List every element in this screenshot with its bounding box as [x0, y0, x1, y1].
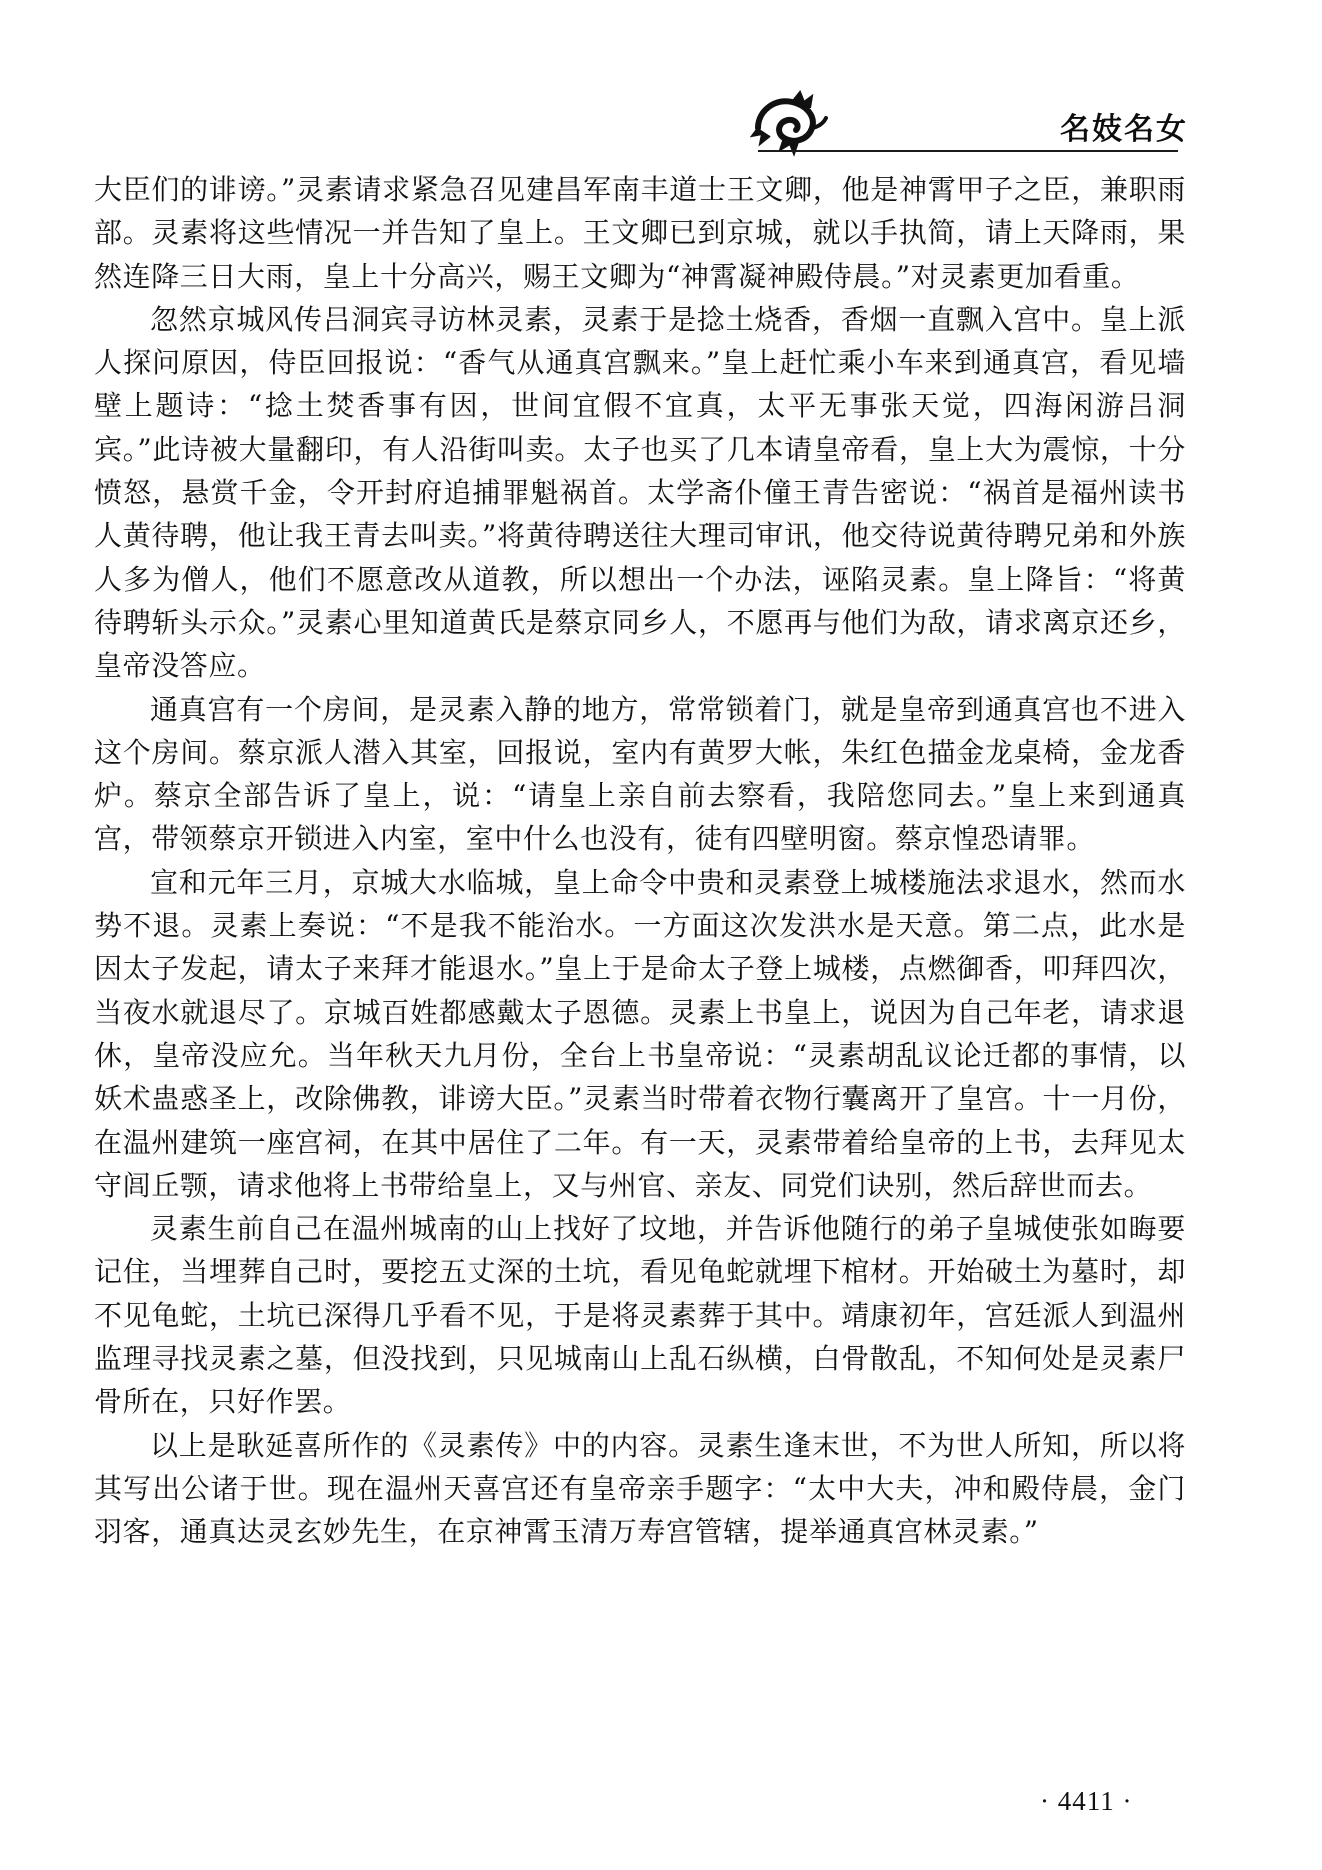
- paragraph: 忽然京城风传吕洞宾寻访林灵素，灵素于是捻土烧香，香烟一直飘入宫中。皇上派人探问原因，侍臣回报说：“香气从通真宫飘来。”皇上赶忙乘小车来到通真宫，看见墙壁上题诗：“捻土焚香事有因，世间宜假不宜真，太平无事张天觉，四海闲游吕洞宾。”此诗被大量翻印，有人沿街叫卖。太子也买了几本请皇帝看，皇上大为震惊，十分愤怒，悬赏千金，令开封府追捕罪魁祸首。太学斋仆僮王青告密说：“祸首是福州读书人黄待聘，他让我王青去叫卖。”将黄待聘送往大理司审讯，他交待说黄待聘兄弟和外族人多为僧人，他们不愿意改从道教，所以想出一个办法，诬陷灵素。皇上降旨：“将黄待聘斩头示众。”灵素心里知道黄氏是蔡京同乡人，不愿再与他们为敌，请求离京还乡，皇帝没答应。: [94, 302, 1186, 683]
- paragraph: 以上是耿延喜所作的《灵素传》中的内容。灵素生逢末世，不为世人所知，所以将其写出公诸于世。现在温州天喜宫还有皇帝亲手题字：“太中大夫，冲和殿侍晨，金门羽客，通真达灵玄妙先生，在京神霄玉清万寿宫管辖，提举通真宫林灵素。”: [94, 1428, 1186, 1549]
- dragon-emblem-icon: [750, 88, 828, 158]
- running-head-title: 名妓名女: [1060, 112, 1188, 147]
- header-rule: [758, 150, 1178, 152]
- paragraph: 灵素生前自己在温州城南的山上找好了坟地，并告诉他随行的弟子皇城使张如晦要记住，当埋葬自己时，要挖五丈深的土坑，看见龟蛇就埋下棺材。开始破土为墓时，却不见龟蛇，土坑已深得几乎看不见，于是将灵素葬于其中。靖康初年，宫廷派人到温州监理寻找灵素之墓，但没找到，只见城南山上乱石纵横，白骨散乱，不知何处是灵素尸骨所在，只好作罢。: [94, 1212, 1186, 1419]
- body-text: [94, 168, 1186, 1554]
- paragraph: 大臣们的诽谤。”灵素请求紧急召见建昌军南丰道士王文卿，他是神霄甲子之臣，兼职雨部。灵素将这些情况一并告知了皇上。王文卿已到京城，就以手执简，请上天降雨，果然连降三日大雨，皇上十分高兴，赐王文卿为“神霄凝神殿侍晨。”对灵素更加看重。: [94, 173, 1186, 293]
- paragraph: 宣和元年三月，京城大水临城，皇上命令中贵和灵素登上城楼施法求退水，然而水势不退。灵素上奏说：“不是我不能治水。一方面这次发洪水是天意。第二点，此水是因太子发起，请太子来拜才能退水。”皇上于是命太子登上城楼，点燃御香，叩拜四次，当夜水就退尽了。京城百姓都感戴太子恩德。灵素上书皇上，说因为自己年老，请求退休，皇帝没应允。当年秋天九月份，全台上书皇帝说：“灵素胡乱议论迁都的事情，以妖术蛊惑圣上，改除佛教，诽谤大臣。”灵素当时带着衣物行囊离开了皇宫。十一月份，在温州建筑一座宫祠，在其中居住了二年。有一天，灵素带着给皇帝的上书，去拜见太守闾丘颚，请求他将上书带给皇上，又与州官、亲友、同党们诀别，然后辞世而去。: [94, 865, 1186, 1202]
- page-number: · 4411 ·: [1040, 1786, 1133, 1816]
- paragraph: 通真宫有一个房间，是灵素入静的地方，常常锁着门，就是皇帝到通真宫也不进入这个房间。蔡京派人潜入其室，回报说，室内有黄罗大帐，朱红色描金龙桌椅，金龙香炉。蔡京全部告诉了皇上，说：“请皇上亲自前去察看，我陪您同去。”皇上来到通真宫，带领蔡京开锁进入内室，室中什么也没有，徒有四壁明窗。蔡京惶恐请罪。: [94, 692, 1186, 856]
